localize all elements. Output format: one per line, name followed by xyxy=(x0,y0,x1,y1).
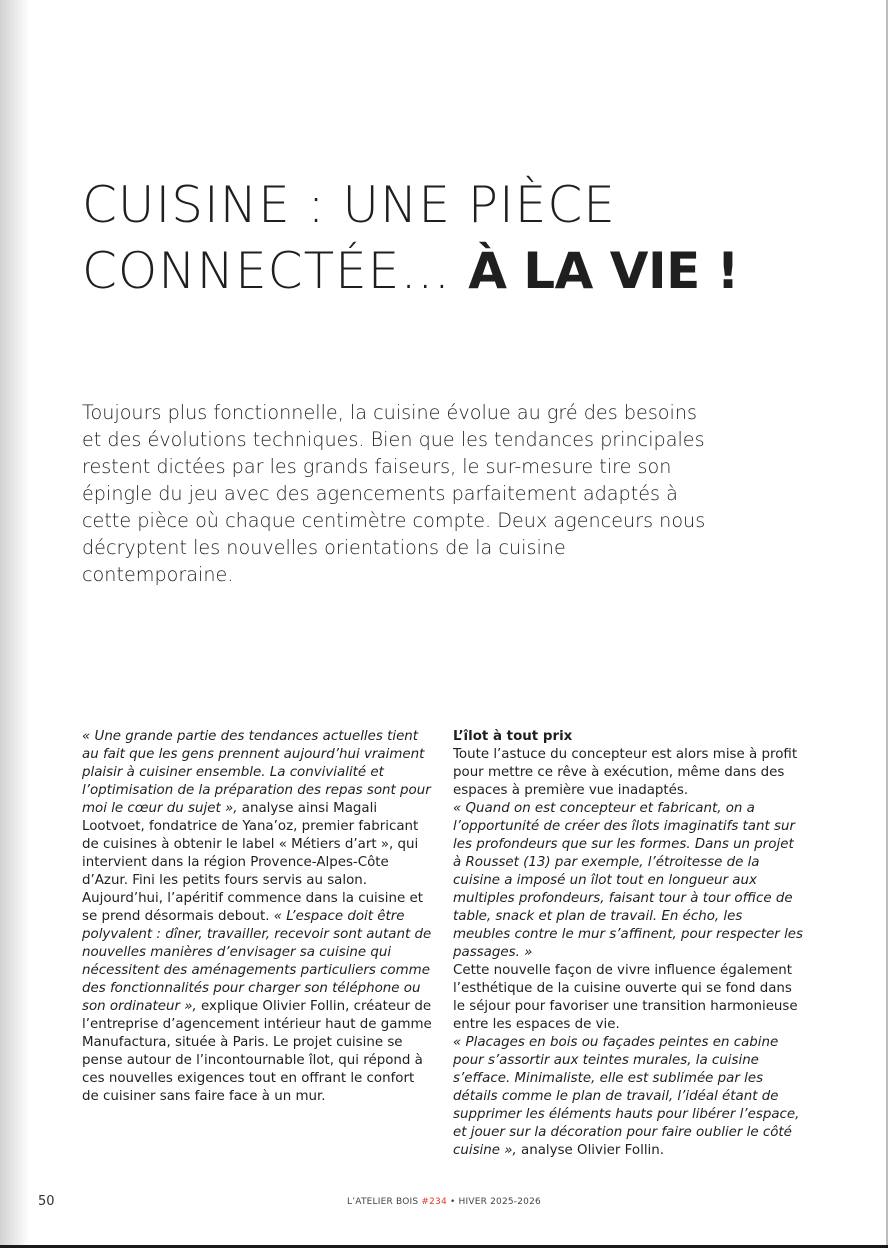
footer-issue: #234 xyxy=(421,1197,447,1207)
right-column xyxy=(453,728,803,1160)
right-quote-1-paragraph xyxy=(453,800,803,962)
right-text-3: analyse Olivier Follin. xyxy=(516,1143,664,1158)
article-title xyxy=(82,172,842,304)
quote-magali: « Une grande partie des tendances actuelles tient au fait que les gens prennent aujourd’hui vraiment plaisir à cuisiner ensemble. La convivialité et l’optimisation de la préparation des repas sont pour moi le cœur du sujet », xyxy=(82,729,431,816)
section-subhead: L’îlot à tout prix xyxy=(453,729,573,744)
title-line-2 xyxy=(82,238,842,304)
title-line-2-bold: À LA VIE ! xyxy=(468,242,739,300)
quote-olivier-2: « Placages en bois ou façades peintes en cabine pour s’assortir aux teintes murales, la cuisine s’efface. Minimaliste, elle est sublimée par les détails comme le plan de travail, l’idéal étant de supprimer les éléments hauts pour libérer l’espace, et jouer sur la décoration pour faire oublier le côté cuisine », xyxy=(453,1035,800,1158)
title-line-2-light: CONNECTÉE… xyxy=(82,242,469,300)
quote-olivier-1: « L’espace doit être polyvalent : dîner, travailler, recevoir sont autant de nouvelles manières d’envisager sa cuisine qui nécessitent des aménagements particuliers comme des fonctionnalités pour charger son téléphone ou son ordinateur », xyxy=(82,909,432,1014)
page-gutter-shadow xyxy=(0,0,30,1248)
right-quote-2-paragraph xyxy=(453,1034,803,1160)
right-text-2: Cette nouvelle façon de vivre influence également l’esthétique de la cuisine ouverte qui se fond dans le séjour pour favoriser une transition harmonieuse entre les espaces de vie. xyxy=(453,963,798,1032)
title-line-1: CUISINE : UNE PIÈCE xyxy=(82,176,616,234)
left-text-1: analyse ainsi Magali Lootvoet, fondatrice de Yana’oz, premier fabricant de cuisines à obtenir le label « Métiers d’art », qui intervient dans la région Provence-Alpes-Côte d’Azur. Fini les petits fours servis au salon. Aujourd’hui, l’apéritif commence dans la cuisine et se prend désormais debout. xyxy=(82,801,423,924)
right-text-1: Toute l’astuce du concepteur est alors mise à profit pour mettre ce rêve à exécution, même dans des espaces à première vue inadaptés. xyxy=(453,747,798,798)
page-footer xyxy=(0,1197,888,1207)
footer-season: • HIVER 2025-2026 xyxy=(446,1197,541,1207)
left-text-2: explique Olivier Follin, créateur de l’entreprise d’agencement intérieur haut de gamme Manufactura, située à Paris. Le projet cuisine se pense autour de l’incontournable îlot, qui répond à ces nouvelles exigences tout en offrant le confort de cuisiner sans faire face à un mur. xyxy=(82,999,432,1104)
footer-magazine: L’ATELIER BOIS xyxy=(347,1197,422,1207)
left-paragraph xyxy=(82,728,432,1106)
left-column xyxy=(82,728,432,1106)
page-number: 50 xyxy=(38,1194,55,1209)
article-intro: Toujours plus fonctionnelle, la cuisine évolue au gré des besoins et des évolutions techniques. Bien que les tendances principales restent dictées par les grands faiseurs, le sur-mesure tire son épingle du jeu avec des agencements parfaitement adaptés à cette pièce où chaque centimètre compte. Deux agenceurs nous décryptent les nouvelles orientations de la cuisine contemporaine. xyxy=(82,401,706,586)
quote-rousset: « Quand on est concepteur et fabricant, on a l’opportunité de créer des îlots imaginatifs tant sur les profondeurs que sur les formes. Dans un projet à Rousset (13) par exemple, l’étroitesse de la cuisine a imposé un îlot tout en longueur aux multiples profondeurs, faisant tour à tour office de table, snack et plan de travail. En écho, les meubles contre le mur s’affinent, pour respecter les passages. » xyxy=(453,801,804,960)
